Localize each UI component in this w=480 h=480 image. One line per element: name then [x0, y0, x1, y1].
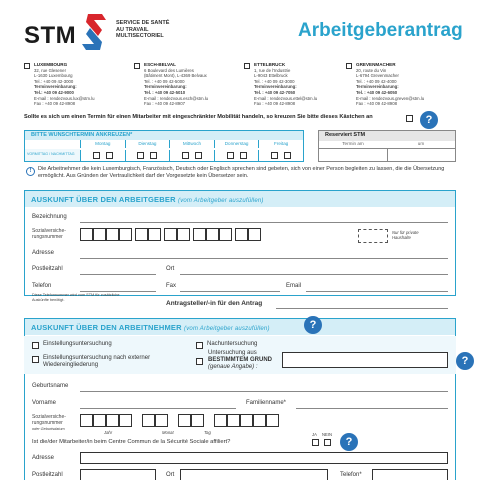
office-checkbox[interactable] — [24, 63, 30, 69]
bestimmter-grund-label: Untersuchung aus BESTIMMTEM GRUND (genaue Angabe) : — [208, 350, 272, 370]
affiliert-ja-checkbox[interactable] — [312, 439, 319, 446]
private-household-note: Nur für private Haushalte — [392, 230, 419, 240]
ssn-digit[interactable] — [248, 228, 261, 241]
employee-adresse-input[interactable] — [80, 452, 448, 464]
ja-label: JA — [312, 432, 317, 437]
nachuntersuchung-checkbox[interactable] — [196, 342, 203, 349]
day-headers: Montag Dienstag Mittwoch Donnerstag Freitag — [80, 140, 303, 148]
bestimmter-grund-checkbox[interactable] — [196, 358, 203, 365]
sozial-label: Sozialversiche-rungsnummer — [32, 228, 66, 240]
ort-label: Ort — [166, 266, 175, 272]
ssn-digit[interactable] — [191, 414, 204, 427]
employee-telefon-input[interactable] — [372, 469, 448, 480]
ssn-digit[interactable] — [164, 228, 177, 241]
private-household-box[interactable] — [358, 229, 388, 243]
preferred-date-box — [24, 130, 304, 162]
fax-label: Fax — [166, 283, 177, 289]
afternoon-checkbox[interactable] — [284, 152, 291, 159]
language-info: ! Die Arbeitnehmer die kein Luxemburgisch, Französisch, Deutsch oder Englisch sprechen sind gebeten, sich von einer Person begleiten zu lassen, die die Übersetzung ermöglicht. Aus Gründen der Vertraulichkeit darf der Vorgesetzte kein Übersetzer sein. — [24, 166, 456, 180]
office-esch-belval: ESCH-BELVAL 6 Boulevard des Lumières (Bâtiment Mont), L-4369 Belvaux Tel. : +40 09 42-5000 Terminvereinbarung: Tel. : +40 09 42-5010 E-mail : rendezvous.esch@stm.lu Fax : +40 09 42-8907 — [144, 62, 244, 107]
morning-checkbox[interactable] — [137, 152, 144, 159]
employee-ort-label: Ort — [166, 472, 175, 478]
day-slots — [80, 150, 303, 161]
info-icon: ! — [26, 167, 35, 176]
ort-input[interactable] — [180, 274, 448, 275]
afternoon-checkbox[interactable] — [150, 152, 157, 159]
ssn-digit[interactable] — [193, 228, 206, 241]
adresse-label: Adresse — [32, 250, 55, 256]
office-grevenmacher: GREVENMACHER 20, route du Vin L-6794 Grevenmacher Tel. : +40 09 42-4000 Terminvereinbarung: Tel. : +40 09 42-6050 E-mail : rendezvous.greven@stm.lu Fax : +40 09 42-8908 — [356, 62, 456, 107]
morning-checkbox[interactable] — [182, 152, 189, 159]
familienname-label: Familienname* — [246, 400, 287, 406]
preferred-date-title: BITTE WUNSCHTERMIN ANKREUZEN* — [25, 131, 303, 140]
monat-label: Monat — [162, 430, 174, 435]
ssn-digit[interactable] — [214, 414, 227, 427]
stm-logo-text: STM — [24, 22, 77, 49]
antragsteller-label: Antragsteller/-in für den Antrag — [166, 300, 263, 307]
um-label: um — [417, 141, 425, 146]
ssn-digit[interactable] — [93, 228, 106, 241]
vorname-input[interactable] — [80, 408, 236, 409]
employer-section-title: AUSKUNFT ÜBER DEN ARBEITGEBER (vom Arbeitgeber auszufüllen) — [25, 191, 455, 207]
telefon-note: Diese Telefonnummer wird vom STM für zusätzliche Auskünfte benötigt. — [32, 293, 120, 302]
morning-checkbox[interactable] — [227, 152, 234, 159]
ssn-digit[interactable] — [148, 228, 161, 241]
afternoon-checkbox[interactable] — [106, 152, 113, 159]
ssn-digit[interactable] — [106, 228, 119, 241]
wiedereingliederung-label: Einstellungsuntersuchung nach externer Wiedereingliederung — [43, 355, 151, 368]
adresse-input[interactable] — [80, 258, 448, 259]
ssn-digit[interactable] — [80, 414, 93, 427]
office-checkbox[interactable] — [346, 63, 352, 69]
postleitzahl-input[interactable] — [80, 274, 156, 275]
employee-help-icon[interactable]: ? — [304, 316, 322, 334]
vorname-label: Vorname — [32, 400, 57, 406]
termin-label: Termin am — [342, 141, 364, 146]
employee-postleitzahl-label: Postleitzahl — [32, 472, 63, 478]
office-luxembourg: LUXEMBOURG 32, rue Glesener L-1630 Luxembourg Tel.: +40 09 42-3000 Terminvereinbarung: Tel.: +40 09 42-9000 E-mail : rendezvous.lux@stm.lu Fax : +40 09 42-8908 — [34, 62, 134, 107]
employee-section-title: AUSKUNFT ÜBER DEN ARBEITNEHMER (vom Arbeitgeber auszufüllen) — [25, 319, 455, 335]
tag-label: Tag — [204, 430, 211, 435]
email-label: Email — [286, 283, 302, 289]
ssn-digit[interactable] — [93, 414, 106, 427]
postleitzahl-label: Postleitzahl — [32, 266, 63, 272]
ssn-digit[interactable] — [142, 414, 155, 427]
employee-postleitzahl-input[interactable] — [80, 469, 156, 480]
nein-label: NEIN — [322, 432, 333, 437]
ssn-digit[interactable] — [135, 228, 148, 241]
ssn-digit[interactable] — [106, 414, 119, 427]
bezeichnung-input[interactable] — [80, 222, 448, 223]
email-input[interactable] — [306, 291, 448, 292]
antragsteller-input[interactable] — [276, 308, 448, 309]
morning-afternoon-label: VORMITTAG / NACHMITTAG — [25, 149, 80, 161]
employee-ssn-digits — [80, 414, 280, 430]
ssn-digit[interactable] — [119, 414, 132, 427]
afternoon-checkbox[interactable] — [240, 152, 247, 159]
geburtsname-label: Geburtsname — [32, 383, 69, 389]
ssn-digit[interactable] — [206, 228, 219, 241]
bestimmter-grund-input[interactable] — [282, 352, 448, 368]
bezeichnung-label: Bezeichnung — [32, 214, 67, 220]
affiliert-nein-checkbox[interactable] — [324, 439, 331, 446]
afternoon-checkbox[interactable] — [195, 152, 202, 159]
employee-ort-input[interactable] — [180, 469, 328, 480]
ssn-digit[interactable] — [253, 414, 266, 427]
reduced-mobility-checkbox[interactable] — [406, 115, 413, 122]
office-ettelbruck: ETTELBRUCK 1, rue de l'Industrie L-9043 Ettelbruck Tel. : +40 09 42-3000 Terminvereinbarung: Tel. : +40 09 42-7050 E-mail : rendezvous.ettel@stm.lu Fax : +40 09 42-8908 — [254, 62, 354, 107]
stm-logo-icon — [76, 12, 112, 52]
office-checkbox[interactable] — [134, 63, 140, 69]
ssn-digit[interactable] — [178, 414, 191, 427]
ssn-digit[interactable] — [219, 228, 232, 241]
fax-input[interactable] — [180, 291, 280, 292]
einstellung-label: Einstellungsuntersuchung — [43, 341, 112, 347]
ssn-digit[interactable] — [155, 414, 168, 427]
ssn-digit[interactable] — [240, 414, 253, 427]
um-field — [388, 149, 456, 162]
page-title: Arbeitgeberantrag — [298, 20, 463, 41]
ssn-digit[interactable] — [227, 414, 240, 427]
ssn-digit[interactable] — [119, 228, 132, 241]
employee-sozial-label: Sozialversiche-rungsnummer oder Geburtsdatum — [32, 414, 66, 431]
employee-adresse-label: Adresse — [32, 455, 55, 461]
affiliert-question: Ist die/der Mitarbeiter/in beim Centre Commun de la Sécurité Sociale affiliert? — [32, 439, 231, 445]
morning-checkbox[interactable] — [271, 152, 278, 159]
einstellung-checkbox[interactable] — [32, 342, 39, 349]
familienname-input[interactable] — [296, 408, 448, 409]
termin-field — [319, 149, 388, 162]
reduced-mobility-text: Sollte es sich um einen Termin für einen Mitarbeiter mit eingeschränkter Mobilität handeln, so kreuzen Sie bitte dieses Kästchen an — [24, 114, 373, 120]
ssn-digit[interactable] — [235, 228, 248, 241]
wiedereingliederung-checkbox[interactable] — [32, 356, 39, 363]
logo-subtitle: SERVICE DE SANTÉ AU TRAVAIL MULTISECTORIEL — [116, 20, 170, 39]
telefon-label: Telefon — [32, 283, 52, 289]
nachuntersuchung-label: Nachuntersuchung — [207, 341, 258, 347]
grund-help-icon[interactable]: ? — [456, 352, 474, 370]
ssn-digit[interactable] — [266, 414, 279, 427]
telefon-input[interactable] — [80, 291, 156, 292]
help-icon[interactable]: ? — [420, 111, 438, 129]
office-checkbox[interactable] — [244, 63, 250, 69]
employee-telefon-label: Telefon* — [340, 472, 362, 478]
reserved-title: Reserviert STM — [319, 131, 455, 141]
jahr-label: Jahr — [104, 430, 113, 435]
reserved-stm-box — [318, 130, 456, 162]
morning-checkbox[interactable] — [93, 152, 100, 159]
affiliert-help-icon[interactable]: ? — [340, 433, 358, 451]
geburtsname-input[interactable] — [80, 391, 448, 392]
ssn-digit[interactable] — [177, 228, 190, 241]
employer-ssn-digits — [80, 228, 380, 244]
ssn-digit[interactable] — [80, 228, 93, 241]
